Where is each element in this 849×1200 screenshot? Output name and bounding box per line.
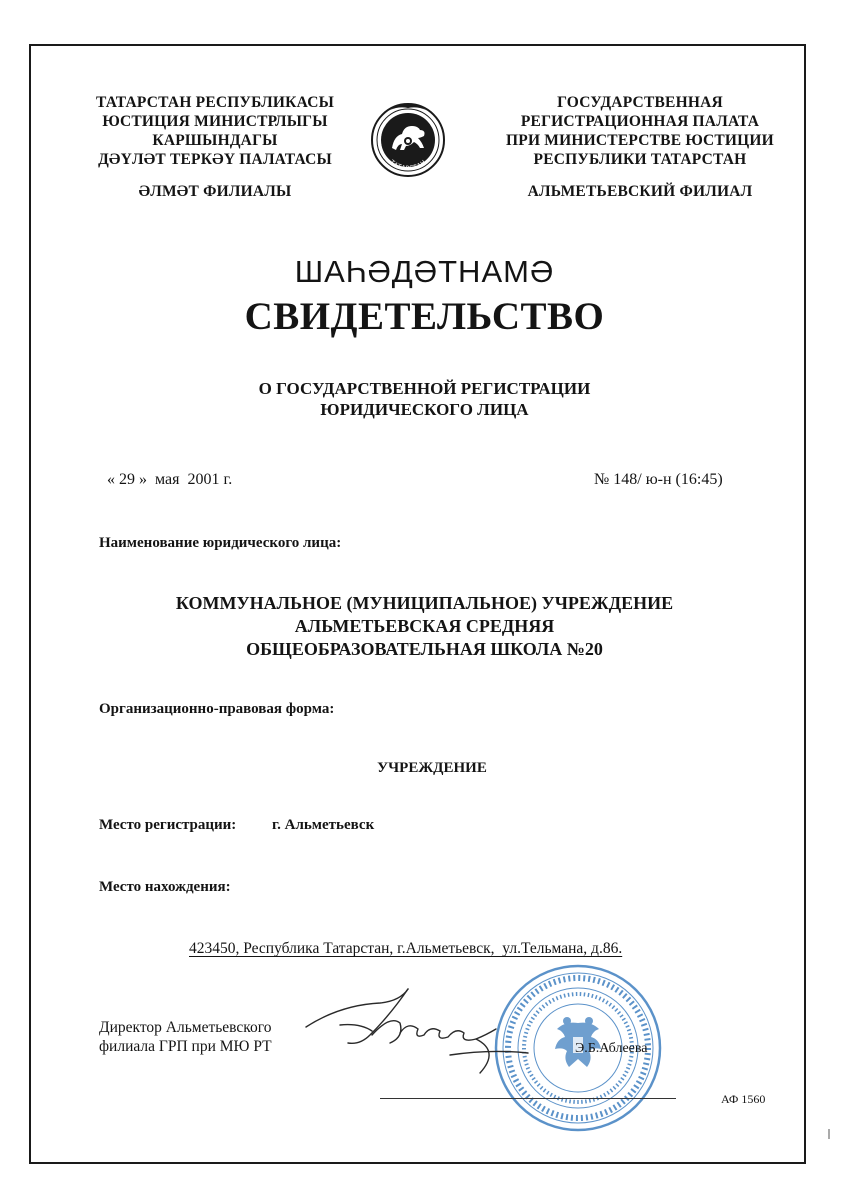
header-left-line: ЮСТИЦИЯ МИНИСТРЛЫГЫ [102, 113, 328, 130]
branch-russian: АЛЬМЕТЬЕВСКИЙ ФИЛИАЛ [527, 183, 753, 200]
header-right-line: РЕГИСТРАЦИОННАЯ ПАЛАТА [520, 113, 760, 130]
legal-form-value: УЧРЕЖДЕНИЕ [377, 760, 487, 776]
organization-name-line: ОБЩЕОБРАЗОВАТЕЛЬНАЯ ШКОЛА №20 [246, 639, 603, 659]
subtitle-line: О ГОСУДАРСТВЕННОЙ РЕГИСТРАЦИИ [258, 379, 591, 398]
signer-name: Э.Б.Аблеева [575, 1041, 648, 1056]
handwritten-signature-icon [300, 985, 530, 1075]
address-value: 423450, Республика Татарстан, г.Альметьевск, ул.Тельмана, д.86. [189, 940, 623, 957]
header-left-line: КАРШЫНДАГЫ [152, 132, 278, 149]
organization-name-line: КОММУНАЛЬНОЕ (МУНИЦИПАЛЬНОЕ) УЧРЕЖДЕНИЕ [175, 593, 674, 613]
emblem-text: ТАТАРСТАН [388, 158, 428, 173]
subtitle-line: ЮРИДИЧЕСКОГО ЛИЦА [320, 400, 529, 419]
serial-number: АФ 1560 [721, 1092, 766, 1106]
issue-date: « 29 » мая 2001 г. [107, 471, 233, 488]
registration-number: № 148/ ю-н (16:45) [594, 471, 723, 488]
signature-line [380, 1098, 676, 1099]
title-russian: СВИДЕТЕЛЬСТВО [244, 295, 605, 338]
location-label: Место нахождения: [99, 879, 231, 895]
header-right-russian [480, 93, 800, 169]
margin-mark [827, 1128, 831, 1140]
director-title [99, 1018, 272, 1056]
name-label: Наименование юридического лица: [99, 535, 342, 551]
header-right-line: ПРИ МИНИСТЕРСТВЕ ЮСТИЦИИ [506, 132, 774, 149]
director-line: филиала ГРП при МЮ РТ [99, 1038, 272, 1055]
header-left-line: ДӘҮЛӘТ ТЕРКӘҮ ПАЛАТАСЫ [98, 151, 332, 168]
header-left-tatar [60, 93, 370, 169]
organization-name [0, 592, 849, 661]
certificate-subtitle [0, 378, 849, 420]
tatarstan-emblem-icon [370, 98, 446, 180]
director-line: Директор Альметьевского [99, 1019, 272, 1036]
branch-tatar: ӘЛМӘТ ФИЛИАЛЫ [138, 183, 292, 200]
title-tatar: ШАҺӘДӘТНАМӘ [294, 254, 555, 289]
legal-form-label: Организационно-правовая форма: [99, 701, 335, 717]
organization-name-line: АЛЬМЕТЬЕВСКАЯ СРЕДНЯЯ [294, 616, 555, 636]
header-left-line: ТАТАРСТАН РЕСПУБЛИКАСЫ [95, 94, 335, 111]
registration-place-label: Место регистрации: [99, 817, 237, 833]
header-right-line: РЕСПУБЛИКИ ТАТАРСТАН [533, 151, 747, 168]
registration-place-value: г. Альметьевск [272, 817, 375, 833]
header-right-line: ГОСУДАРСТВЕННАЯ [557, 94, 723, 111]
